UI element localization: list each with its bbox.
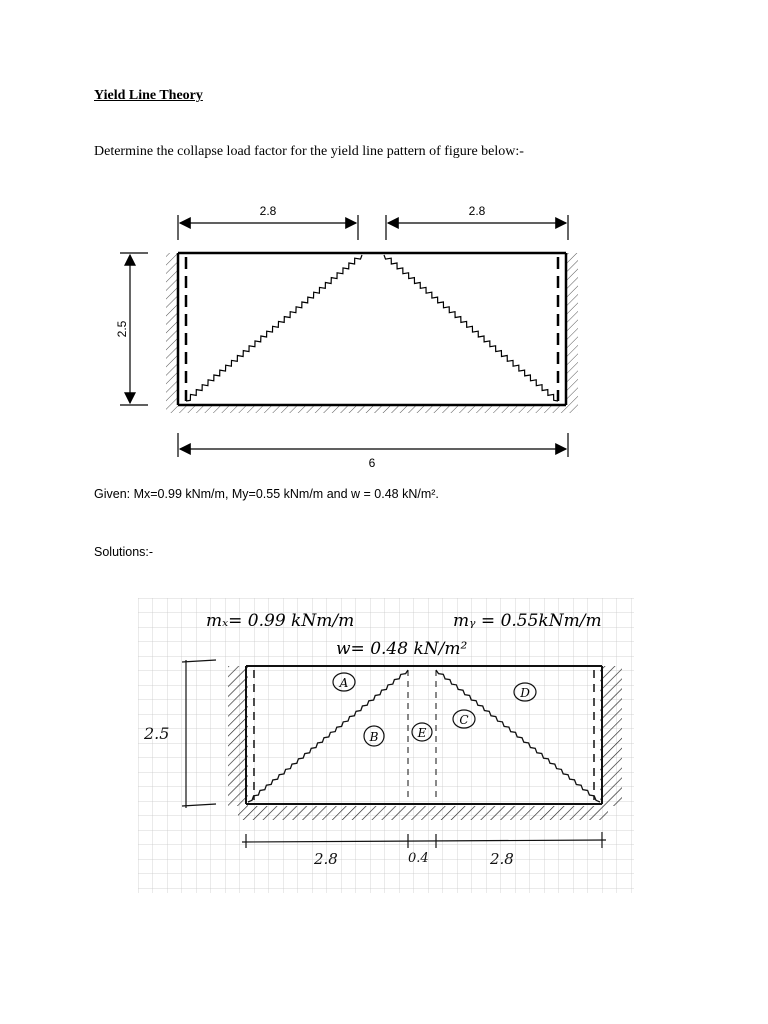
yield-line-figure bbox=[100, 195, 620, 485]
solutions-label: Solutions:- bbox=[94, 545, 154, 559]
svg-text:C: C bbox=[459, 713, 469, 727]
dim-total bbox=[178, 433, 568, 470]
svg-text:E: E bbox=[417, 726, 427, 740]
left-support-hatch bbox=[166, 253, 178, 405]
sketch-my: mᵧ = 0.55kNm/m bbox=[453, 611, 602, 631]
left-diagonal-yield-line bbox=[186, 255, 362, 401]
sketch-mx: mₓ= 0.99 kNm/m bbox=[206, 611, 355, 631]
dim-top-left-label: 2.8 bbox=[259, 204, 277, 218]
sketch-dim-right-label: 2.8 bbox=[490, 850, 514, 868]
dim-top-left bbox=[178, 204, 358, 240]
dim-height bbox=[115, 253, 148, 405]
dim-total-label: 6 bbox=[368, 456, 376, 470]
svg-text:A: A bbox=[339, 676, 349, 690]
sketch-bottom-support bbox=[238, 806, 608, 820]
svg-text:B: B bbox=[369, 730, 379, 744]
question-text: Determine the collapse load factor for the yield line pattern of figure below:- bbox=[94, 144, 524, 159]
right-support-hatch bbox=[566, 253, 578, 405]
svg-text:D: D bbox=[520, 686, 530, 700]
sketch-dim-left-label: 2.8 bbox=[314, 850, 338, 868]
sketch-w: w= 0.48 kN/m² bbox=[336, 639, 468, 659]
dim-top-right bbox=[386, 204, 568, 240]
document-title: Yield Line Theory bbox=[94, 88, 203, 103]
sketch-dim-mid-label: 0.4 bbox=[408, 851, 429, 866]
slab-outline bbox=[178, 253, 566, 405]
solution-sketch bbox=[138, 598, 634, 893]
dim-top-right-label: 2.8 bbox=[468, 204, 486, 218]
right-diagonal-yield-line bbox=[384, 255, 558, 401]
sketch-dim-height-label: 2.5 bbox=[144, 724, 170, 743]
given-values: Given: Mx=0.99 kNm/m, My=0.55 kNm/m and w = 0.48 kN/m². bbox=[94, 487, 439, 501]
sketch-right-support bbox=[600, 666, 622, 806]
dim-height-label: 2.5 bbox=[115, 320, 129, 338]
